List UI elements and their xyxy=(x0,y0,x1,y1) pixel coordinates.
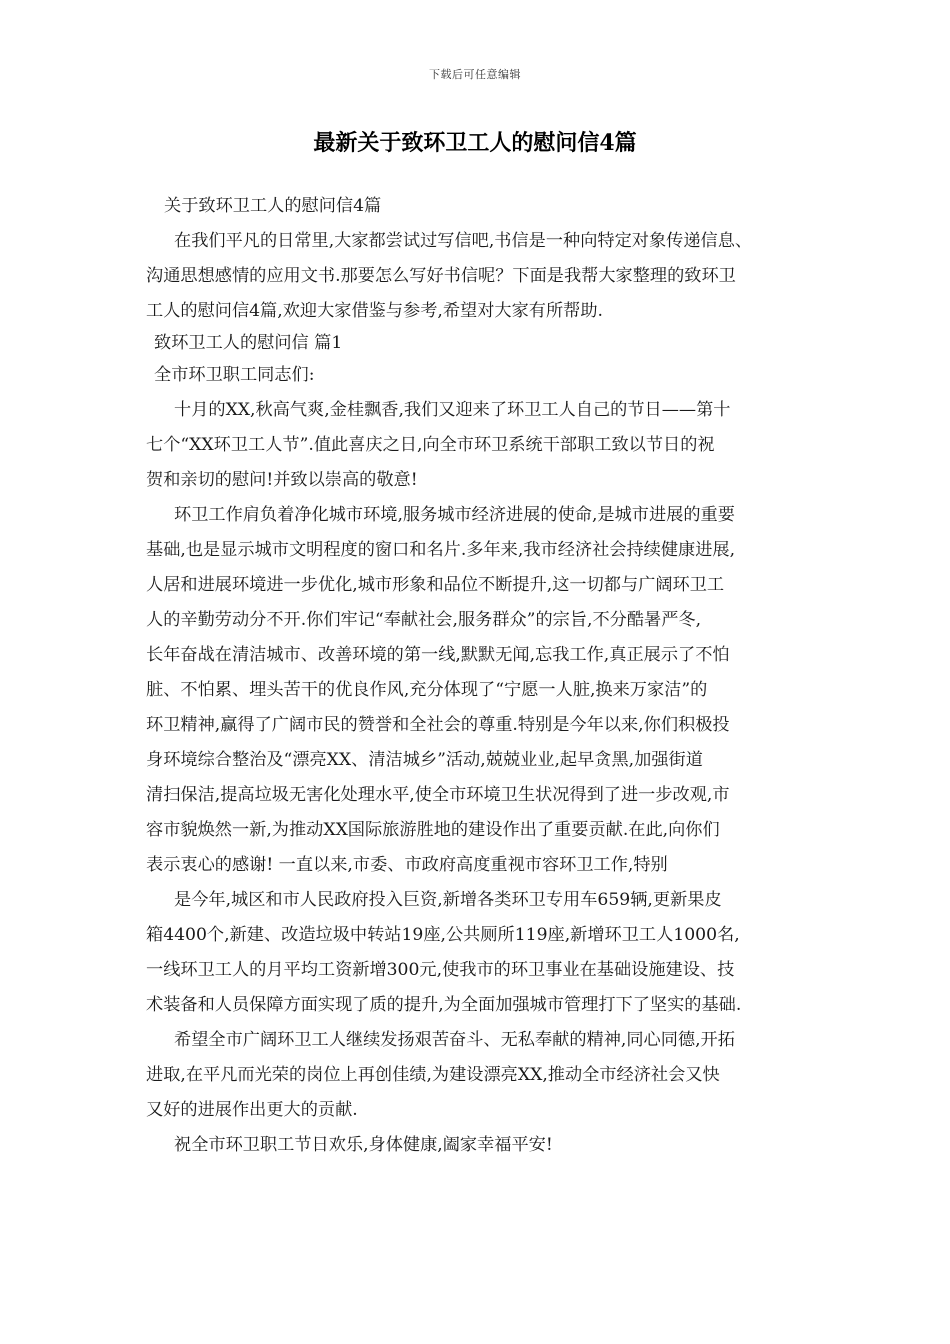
paragraph-line: 工人的慰问信4篇,欢迎大家借鉴与参考,希望对大家有所帮助. xyxy=(146,301,604,321)
paragraph-line: 进取,在平凡而光荣的岗位上再创佳绩,为建设漂亮XX,推动全市经济社会又快 xyxy=(146,1065,720,1085)
paragraph-line: 人的辛勤劳动分不开.你们牢记“奉献社会,服务群众”的宗旨,不分酷暑严冬, xyxy=(146,610,702,630)
paragraph-line: 又好的进展作出更大的贡献. xyxy=(146,1100,358,1120)
paragraph-line: 表示衷心的感谢! 一直以来,市委、市政府高度重视市容环卫工作,特别 xyxy=(146,855,668,875)
paragraph-line: 术装备和人员保障方面实现了质的提升,为全面加强城市管理打下了坚实的基础. xyxy=(146,995,742,1015)
document-title: 最新关于致环卫工人的慰问信4篇 xyxy=(313,130,637,156)
closing-line: 祝全市环卫职工节日欢乐,身体健康,阖家幸福平安! xyxy=(174,1135,553,1155)
paragraph-line: 脏、不怕累、埋头苦干的优良作风,充分体现了“宁愿一人脏,换来万家洁”的 xyxy=(146,680,708,700)
paragraph-line: 人居和进展环境进一步优化,城市形象和品位不断提升,这一切都与广阔环卫工 xyxy=(146,575,725,595)
paragraph-line: 希望全市广阔环卫工人继续发扬艰苦奋斗、无私奉献的精神,同心同德,开拓 xyxy=(174,1030,735,1050)
paragraph-line: 容市貌焕然一新,为推动XX国际旅游胜地的建设作出了重要贡献.在此,向你们 xyxy=(146,820,720,840)
paragraph-line: 是今年,城区和市人民政府投入巨资,新增各类环卫专用车659辆,更新果皮 xyxy=(174,890,722,910)
document-body xyxy=(146,190,814,1161)
header-note: 下载后可任意编辑 xyxy=(429,68,521,81)
paragraph-line: 一线环卫工人的月平均工资新增300元,使我市的环卫事业在基础设施建设、技 xyxy=(146,960,735,980)
intro-heading: 关于致环卫工人的慰问信4篇 xyxy=(164,196,382,216)
section-heading: 致环卫工人的慰问信 篇1 xyxy=(154,333,343,353)
paragraph-line: 清扫保洁,提高垃圾无害化处理水平,使全市环境卫生状况得到了进一步改观,市 xyxy=(146,785,730,805)
paragraph-line: 基础,也是显示城市文明程度的窗口和名片.多年来,我市经济社会持续健康进展, xyxy=(146,540,736,560)
salutation: 全市环卫职工同志们: xyxy=(154,365,315,385)
paragraph-line: 七个“XX环卫工人节”.值此喜庆之日,向全市环卫系统干部职工致以节日的祝 xyxy=(146,435,715,455)
paragraph-line: 环卫精神,赢得了广阔市民的赞誉和全社会的尊重.特别是今年以来,你们积极投 xyxy=(146,715,730,735)
paragraph-line: 十月的XX,秋高气爽,金桂飘香,我们又迎来了环卫工人自己的节日——第十 xyxy=(174,400,731,420)
paragraph-line: 箱4400个,新建、改造垃圾中转站19座,公共厕所119座,新增环卫工人1000名, xyxy=(146,925,740,945)
paragraph-line: 沟通思想感情的应用文书.那要怎么写好书信呢？下面是我帮大家整理的致环卫 xyxy=(146,266,736,286)
paragraph-line: 贺和亲切的慰问!并致以崇高的敬意! xyxy=(146,470,418,490)
paragraph-line: 长年奋战在清洁城市、改善环境的第一线,默默无闻,忘我工作,真正展示了不怕 xyxy=(146,645,730,665)
paragraph-line: 身环境综合整治及“漂亮XX、清洁城乡”活动,兢兢业业,起早贪黑,加强街道 xyxy=(146,750,703,770)
paragraph-line: 环卫工作肩负着净化城市环境,服务城市经济进展的使命,是城市进展的重要 xyxy=(174,505,735,525)
paragraph-line: 在我们平凡的日常里,大家都尝试过写信吧,书信是一种向特定对象传递信息、 xyxy=(174,231,753,251)
